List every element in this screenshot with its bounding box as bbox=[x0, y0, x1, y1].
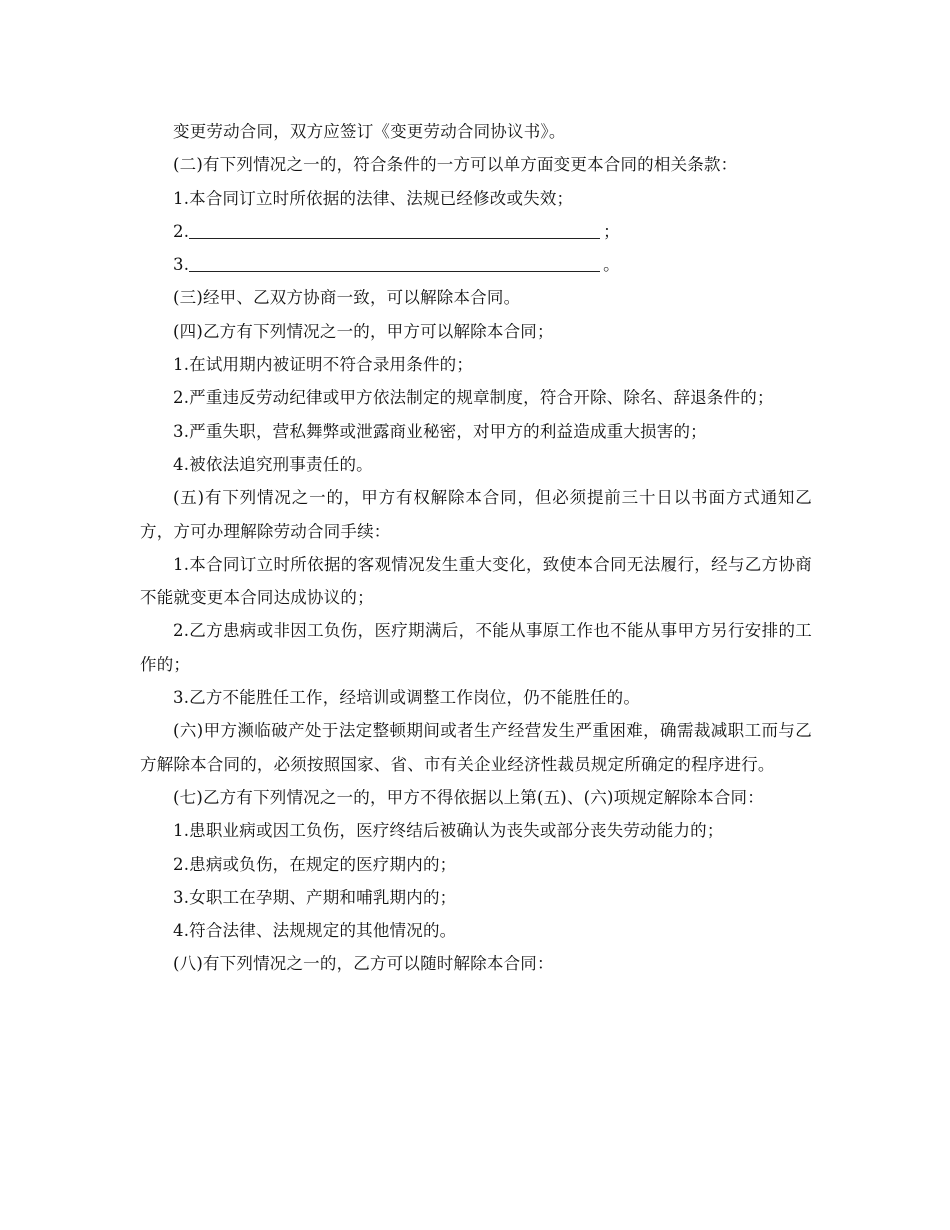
paragraph-no-termination: (七)乙方有下列情况之一的，甲方不得依据以上第(五)、(六)项规定解除本合同： bbox=[173, 787, 764, 807]
item-law-revised: 1.本合同订立时所依据的法律、法规已经修改或失效； bbox=[173, 188, 574, 208]
item-incompetence: 3.乙方不能胜任工作，经培训或调整工作岗位，仍不能胜任的。 bbox=[173, 688, 641, 708]
item-medical-period: 2.患病或负伤，在规定的医疗期内的； bbox=[173, 854, 457, 874]
item-probation: 1.在试用期内被证明不符合录用条件的； bbox=[173, 355, 474, 375]
item-discipline: 2.严重违反劳动纪律或甲方依法制定的规章制度，符合开除、除名、辞退条件的； bbox=[173, 388, 774, 408]
paragraph-change-agreement: 变更劳动合同，双方应签订《变更劳动合同协议书》。 bbox=[173, 122, 566, 141]
paragraph-party-a-may-terminate: (四)乙方有下列情况之一的，甲方可以解除本合同； bbox=[173, 321, 554, 341]
fill-in-blank-line bbox=[189, 237, 600, 239]
item-misconduct: 3.严重失职，营私舞弊或泄露商业秘密，对甲方的利益造成重大损害的； bbox=[173, 421, 707, 441]
paragraph-party-b-may-terminate: (八)有下列情况之一的，乙方可以随时解除本合同： bbox=[173, 954, 554, 974]
paragraph-mutual-termination: (三)经甲、乙双方协商一致，可以解除本合同。 bbox=[173, 288, 521, 308]
item-other-legal: 4.符合法律、法规规定的其他情况的。 bbox=[173, 921, 457, 941]
item-blank-3 bbox=[140, 248, 812, 281]
item-criminal: 4.被依法追究刑事责任的。 bbox=[173, 454, 373, 474]
item-blank-2 bbox=[140, 215, 812, 248]
item-illness: 2.乙方患病或非因工负伤，医疗期满后，不能从事原工作也不能从事甲方另行安排的工作的； bbox=[140, 621, 812, 674]
contract-text bbox=[140, 115, 812, 981]
paragraph-notice-termination: (五)有下列情况之一的，甲方有权解除本合同，但必须提前三十日以书面方式通知乙方，方可办理解除劳动合同手续： bbox=[140, 488, 812, 541]
item-blank-2-number: 2. bbox=[173, 221, 190, 241]
item-female-workers: 3.女职工在孕期、产期和哺乳期内的； bbox=[173, 887, 457, 907]
paragraph-unilateral-change: (二)有下列情况之一的，符合条件的一方可以单方面变更本合同的相关条款： bbox=[173, 155, 738, 175]
item-blank-3-number: 3. bbox=[173, 255, 190, 275]
item-blank-3-end: 。 bbox=[603, 255, 620, 275]
item-objective-change: 1.本合同订立时所依据的客观情况发生重大变化，致使本合同无法履行，经与乙方协商不能就变更本合同达成协议的； bbox=[140, 554, 812, 608]
fill-in-blank-line bbox=[189, 270, 600, 272]
item-blank-2-end: ； bbox=[603, 221, 620, 241]
paragraph-layoff: (六)甲方濒临破产处于法定整顿期间或者生产经营发生严重困难，确需裁减职工而与乙方解除本合同的，必须按照国家、省、市有关企业经济性裁员规定所确定的程序进行。 bbox=[140, 721, 812, 774]
item-occupational-disease: 1.患职业病或因工负伤，医疗终结后被确认为丧失或部分丧失劳动能力的； bbox=[173, 821, 724, 841]
